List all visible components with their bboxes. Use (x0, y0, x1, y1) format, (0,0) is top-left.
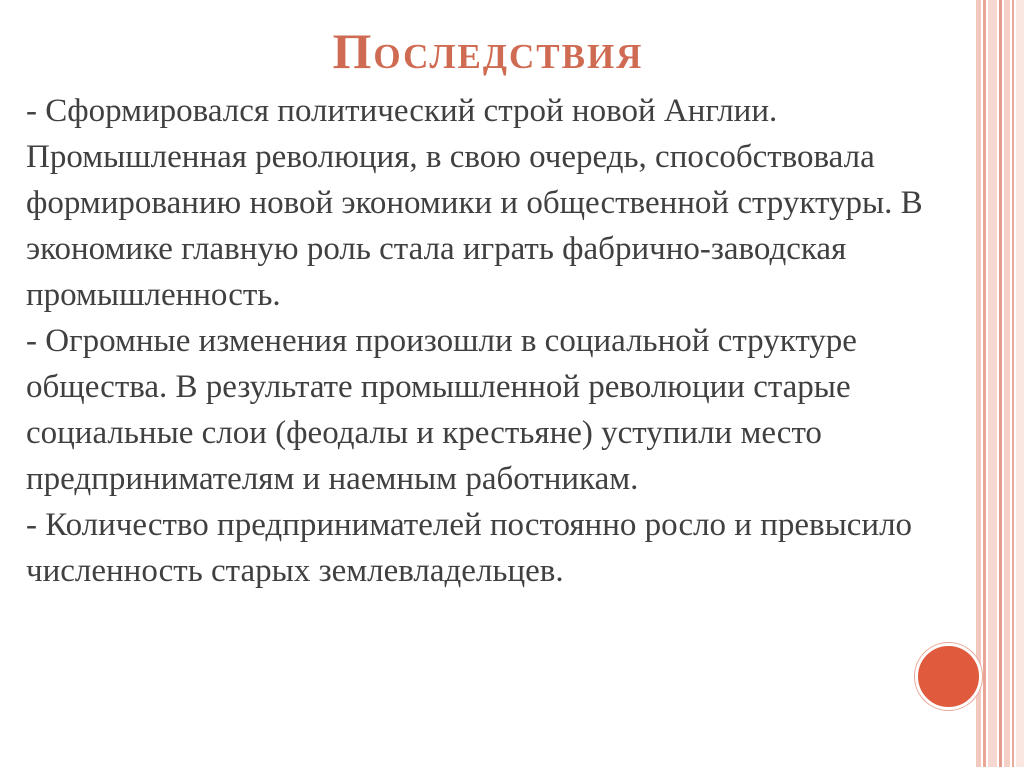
paragraph-consequence-3: - Количество предпринимателей постоянно росло и превысило численность старых землевладельцев. (26, 507, 913, 589)
decorative-stripes (976, 0, 1024, 767)
decorative-circle-icon (915, 643, 982, 710)
stripe (983, 0, 986, 767)
stripe (1016, 0, 1024, 767)
stripe (988, 0, 997, 767)
stripe (976, 0, 981, 767)
slide-body (26, 88, 931, 594)
paragraph-consequence-2: - Огромные изменения произошли в социальной структуре общества. В результате промышленной революции старые социальные слои (феодалы и крестьяне) уступили место предпринимателям и наемным работникам. (26, 323, 857, 497)
stripe (1012, 0, 1014, 767)
paragraph-consequence-1: - Сформировался политический строй новой Англии. Промышленная революция, в свою очередь, способствовала формированию новой экономики и общественной структуры. В экономике главную роль стала играть фабрично-заводская промышленность. (26, 93, 923, 313)
stripe (999, 0, 1002, 767)
stripe (1004, 0, 1010, 767)
slide-title: Последствия (332, 23, 644, 79)
